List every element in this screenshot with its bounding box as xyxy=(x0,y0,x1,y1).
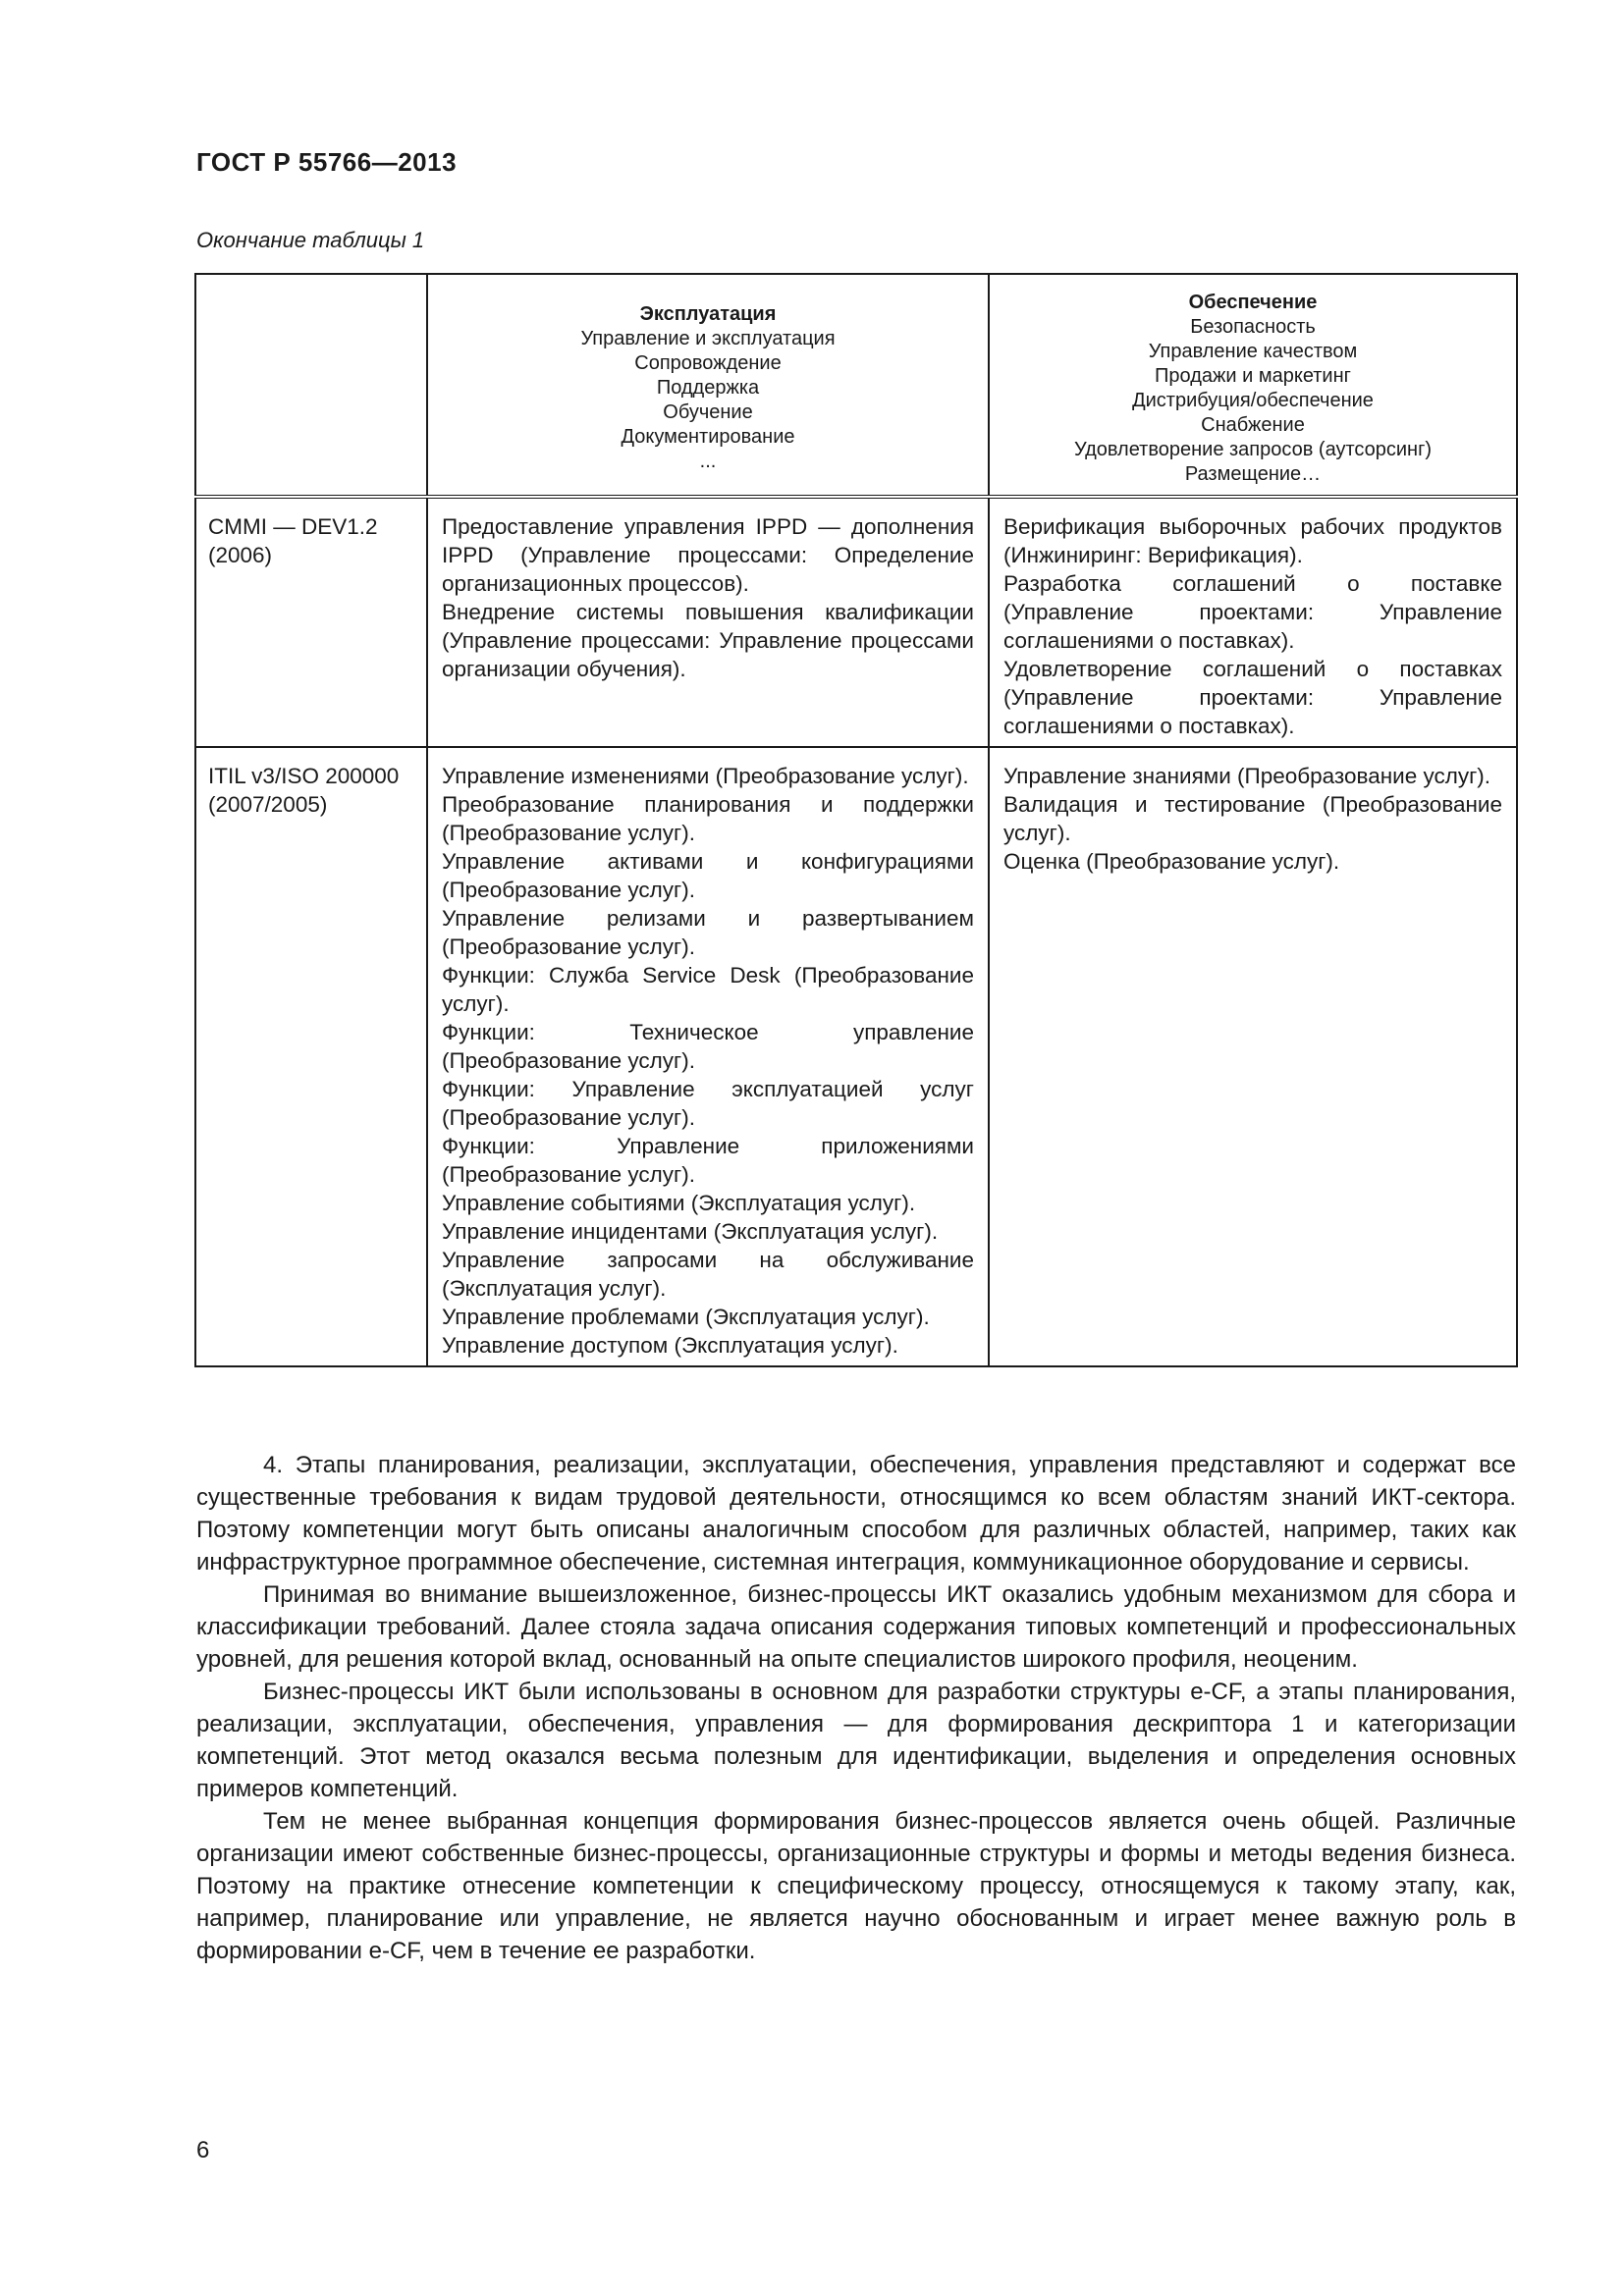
table-cell-support xyxy=(989,497,1517,747)
cell-entry: Управление активами и конфигурациями (Преобразование услуг). xyxy=(442,849,974,902)
header-support-item: Безопасность xyxy=(1190,316,1316,338)
cell-entry: Оценка (Преобразование услуг). xyxy=(1003,849,1340,874)
paragraph: Принимая во внимание вышеизложенное, бизнес-процессы ИКТ оказались удобным механизмом для сбора и классификации требований. Далее стояла задача описания содержания типовых компетенций и профессиональных уровней, для решения которой вклад, основанный на опыте специалистов широкого профиля, неоценим. xyxy=(196,1581,1516,1673)
cell-entry: Преобразование планирования и поддержки (Преобразование услуг). xyxy=(442,792,974,845)
table-cell-operation xyxy=(427,497,989,747)
source-label: CMMI — DEV1.2 (2006) xyxy=(208,514,378,567)
cell-entry: Управление запросами на обслуживание (Эксплуатация услуг). xyxy=(442,1248,974,1301)
cell-entry: Предоставление управления IPPD — дополнения IPPD (Управление процессами: Определение организационных процессов). xyxy=(442,514,974,596)
cell-entry: Валидация и тестирование (Преобразование услуг). xyxy=(1003,792,1502,845)
header-cell-operation xyxy=(427,274,989,497)
cell-entry: Управление изменениями (Преобразование услуг). xyxy=(442,764,969,788)
paragraph: 4. Этапы планирования, реализации, эксплуатации, обеспечения, управления представляют и содержат все существенные требования к видам трудовой деятельности, относящимся ко всем областям знаний ИКТ-сектора. Поэтому компетенции могут быть описаны аналогичным способом для различных областей, например, таких как инфраструктурное программное обеспечение, системная интеграция, коммуникационное оборудование и сервисы. xyxy=(196,1452,1516,1575)
header-operation-item: Управление и эксплуатация xyxy=(580,328,836,349)
cell-entry: Функции: Служба Service Desk (Преобразование услуг). xyxy=(442,963,974,1016)
header-operation-item: Поддержка xyxy=(656,377,760,399)
cell-entry: Управление проблемами (Эксплуатация услуг). xyxy=(442,1305,930,1329)
header-support-item: Снабжение xyxy=(1201,414,1305,436)
cell-entry: Функции: Управление приложениями (Преобразование услуг). xyxy=(442,1134,974,1187)
header-source-label xyxy=(196,275,426,289)
page-number: 6 xyxy=(196,2137,210,2163)
header-support-title: Обеспечение xyxy=(1188,292,1318,313)
source-label: ITIL v3/ISO 200000 (2007/2005) xyxy=(208,764,400,817)
header-cell-support xyxy=(989,274,1517,497)
header-operation-item: Документирование xyxy=(621,426,795,448)
header-operation-item: Сопровождение xyxy=(634,352,782,374)
header-operation-item: ... xyxy=(699,451,717,472)
table-header-row xyxy=(195,274,1517,497)
table-cell-support xyxy=(989,747,1517,1366)
header-support-item: Продажи и маркетинг xyxy=(1155,365,1351,387)
paragraph: Тем не менее выбранная концепция формирования бизнес-процессов является очень общей. Различные организации имеют собственные бизнес-процессы, организационные структуры и формы и методы ведения бизнеса. Поэтому на практике отнесение компетенции к специфическому процессу, относящемуся к такому этапу, как, например, планирование или управление, не является научно обоснованным и играет менее важную роль в формировании e-CF, чем в течение ее разработки. xyxy=(196,1808,1516,1964)
cell-entry: Верификация выборочных рабочих продуктов (Инжиниринг: Верификация). xyxy=(1003,514,1502,567)
header-operation-item: Обучение xyxy=(663,401,753,423)
header-operation-title: Эксплуатация xyxy=(639,303,777,325)
header-cell-source xyxy=(195,274,427,497)
body-text xyxy=(196,1449,1516,1967)
table-cell-source xyxy=(195,747,427,1366)
header-support-item: Размещение… xyxy=(1184,463,1322,485)
cell-entry: Разработка соглашений о поставке (Управление проектами: Управление соглашениями о поставках). xyxy=(1003,571,1502,653)
paragraph: Бизнес-процессы ИКТ были использованы в основном для разработки структуры e-CF, а этапы планирования, реализации, эксплуатации, обеспечения, управления — для формирования дескриптора 1 и категоризации компетенций. Этот метод оказался весьма полезным для идентификации, выделения и определения основных примеров компетенций. xyxy=(196,1679,1516,1802)
cell-entry: Функции: Управление эксплуатацией услуг (Преобразование услуг). xyxy=(442,1077,974,1130)
cell-entry: Управление инцидентами (Эксплуатация услуг). xyxy=(442,1219,939,1244)
cell-entry: Функции: Техническое управление (Преобразование услуг). xyxy=(442,1020,974,1073)
table-cell-operation xyxy=(427,747,989,1366)
table-row xyxy=(195,747,1517,1366)
header-support-item: Дистрибуция/обеспечение xyxy=(1132,390,1374,411)
table-cell-source xyxy=(195,497,427,747)
cell-entry: Внедрение системы повышения квалификации (Управление процессами: Управление процессами организации обучения). xyxy=(442,600,974,681)
cell-entry: Управление знаниями (Преобразование услуг). xyxy=(1003,764,1491,788)
header-support-item: Управление качеством xyxy=(1148,341,1358,362)
cell-entry: Управление доступом (Эксплуатация услуг). xyxy=(442,1333,898,1358)
page-header-standard-code: ГОСТ Р 55766—2013 xyxy=(196,147,458,177)
header-support-item: Удовлетворение запросов (аутсорсинг) xyxy=(1073,439,1433,460)
cell-entry: Управление событиями (Эксплуатация услуг). xyxy=(442,1191,916,1215)
table-row xyxy=(195,497,1517,747)
table-caption: Окончание таблицы 1 xyxy=(196,228,425,252)
cell-entry: Удовлетворение соглашений о поставках (Управление проектами: Управление соглашениями о поставках). xyxy=(1003,657,1502,738)
competence-table xyxy=(194,273,1518,1367)
cell-entry: Управление релизами и развертыванием (Преобразование услуг). xyxy=(442,906,974,959)
